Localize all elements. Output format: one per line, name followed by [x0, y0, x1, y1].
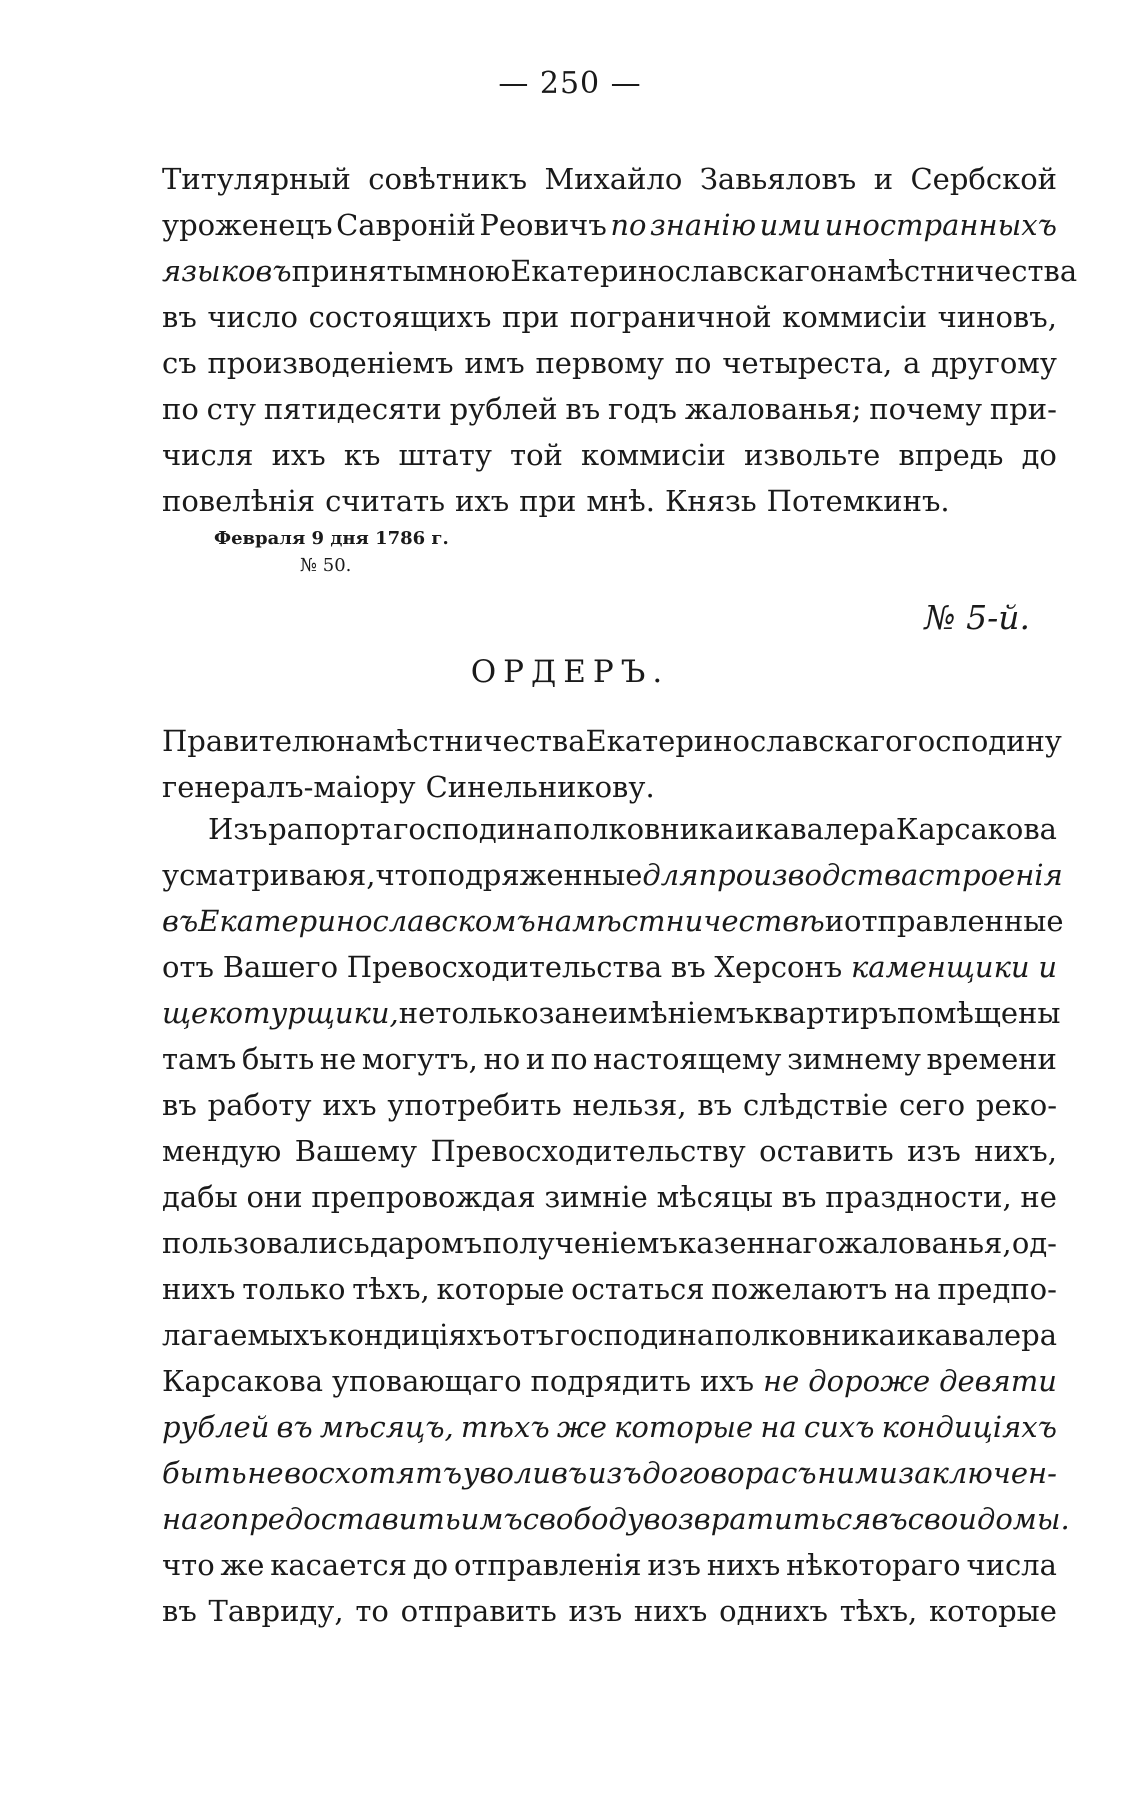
text-line: дабы они препровождая зимніе мѣсяцы въ праздности, не [162, 1180, 1057, 1214]
order-title: ОРДЕРЪ. [470, 654, 670, 690]
order-body [162, 806, 1070, 1634]
text-line: въ работу ихъ употребить нельзя, въ слѣдствіе сего реко- [162, 1088, 1057, 1122]
text-line: языковъ приняты мною Екатеринославскаго намѣстничества [162, 254, 1078, 288]
text-line: повелѣнія считать ихъ при мнѣ. Князь Потемкинъ. [162, 484, 950, 518]
text-line: щекотурщики, не только за неимѣніемъ квартиръ помѣщены [162, 996, 1061, 1030]
decree-date: Февраля 9 дня 1786 г. [214, 528, 449, 549]
text-line: мендую Вашему Превосходительству оставить изъ нихъ, [162, 1134, 1057, 1168]
text-line: генералъ-маіору Синельникову. [162, 770, 655, 804]
text-line: наго предоставить имъ свободу возвратиться въ свои домы. [162, 1502, 1070, 1536]
text-line: Правителю намѣстничества Екатеринославскаго господину [162, 724, 1062, 758]
text-line: Титулярный совѣтникъ Михайло Завьяловъ и Сербской [162, 162, 1057, 196]
text-line: усматриваю я, что подряженные для производства строенія [162, 858, 1063, 892]
decree-number: № 50. [300, 555, 352, 576]
text-line: Изъ рапорта господина полковника и кавалера Карсакова [208, 812, 1057, 846]
text-line: числя ихъ къ штату той коммисіи извольте впредь до [162, 438, 1057, 472]
text-line: Карсакова уповающаго подрядить ихъ не дороже девяти [162, 1364, 1057, 1398]
text-line: въ Екатеринославскомъ намѣстничествѣ и отправленные [162, 904, 1064, 938]
text-line: по сту пятидесяти рублей въ годъ жалованья; почему при- [162, 392, 1057, 426]
page-number: — 250 — [498, 66, 642, 101]
text-line: лагаемыхъ кондиціяхъ отъ господина полковника и кавалера [162, 1318, 1057, 1352]
text-line: пользовались даромъ полученіемъ казеннаго жалованья, од- [162, 1226, 1057, 1260]
text-line: съ производеніемъ имъ первому по четыреста, а другому [162, 346, 1057, 380]
text-line: нихъ только тѣхъ, которые остаться пожелаютъ на предпо- [162, 1272, 1057, 1306]
text-line: тамъ быть не могутъ, но и по настоящему зимнему времени [162, 1042, 1057, 1076]
text-line: въ Тавриду, то отправить изъ нихъ однихъ тѣхъ, которые [162, 1594, 1057, 1628]
text-line: урожeнецъ Савроній Реовичъ по знанію ими иностранныхъ [162, 208, 1057, 242]
text-line: отъ Вашего Превосходительства въ Херсонъ каменщики и [162, 950, 1057, 984]
order-addressee [162, 718, 1062, 810]
decree-text [162, 156, 1078, 524]
text-line: въ число состоящихъ при пограничной коммисіи чиновъ, [162, 300, 1057, 334]
text-line: что же касается до отправленія изъ нихъ нѣкотораго числа [162, 1548, 1057, 1582]
order-number: № 5-й. [924, 598, 1030, 637]
text-line: быть не восхотятъ уволивъ изъ договора съ ними заключен- [162, 1456, 1057, 1490]
text-line: рублей въ мѣсяцъ, тѣхъ же которые на сихъ кондиціяхъ [162, 1410, 1057, 1444]
